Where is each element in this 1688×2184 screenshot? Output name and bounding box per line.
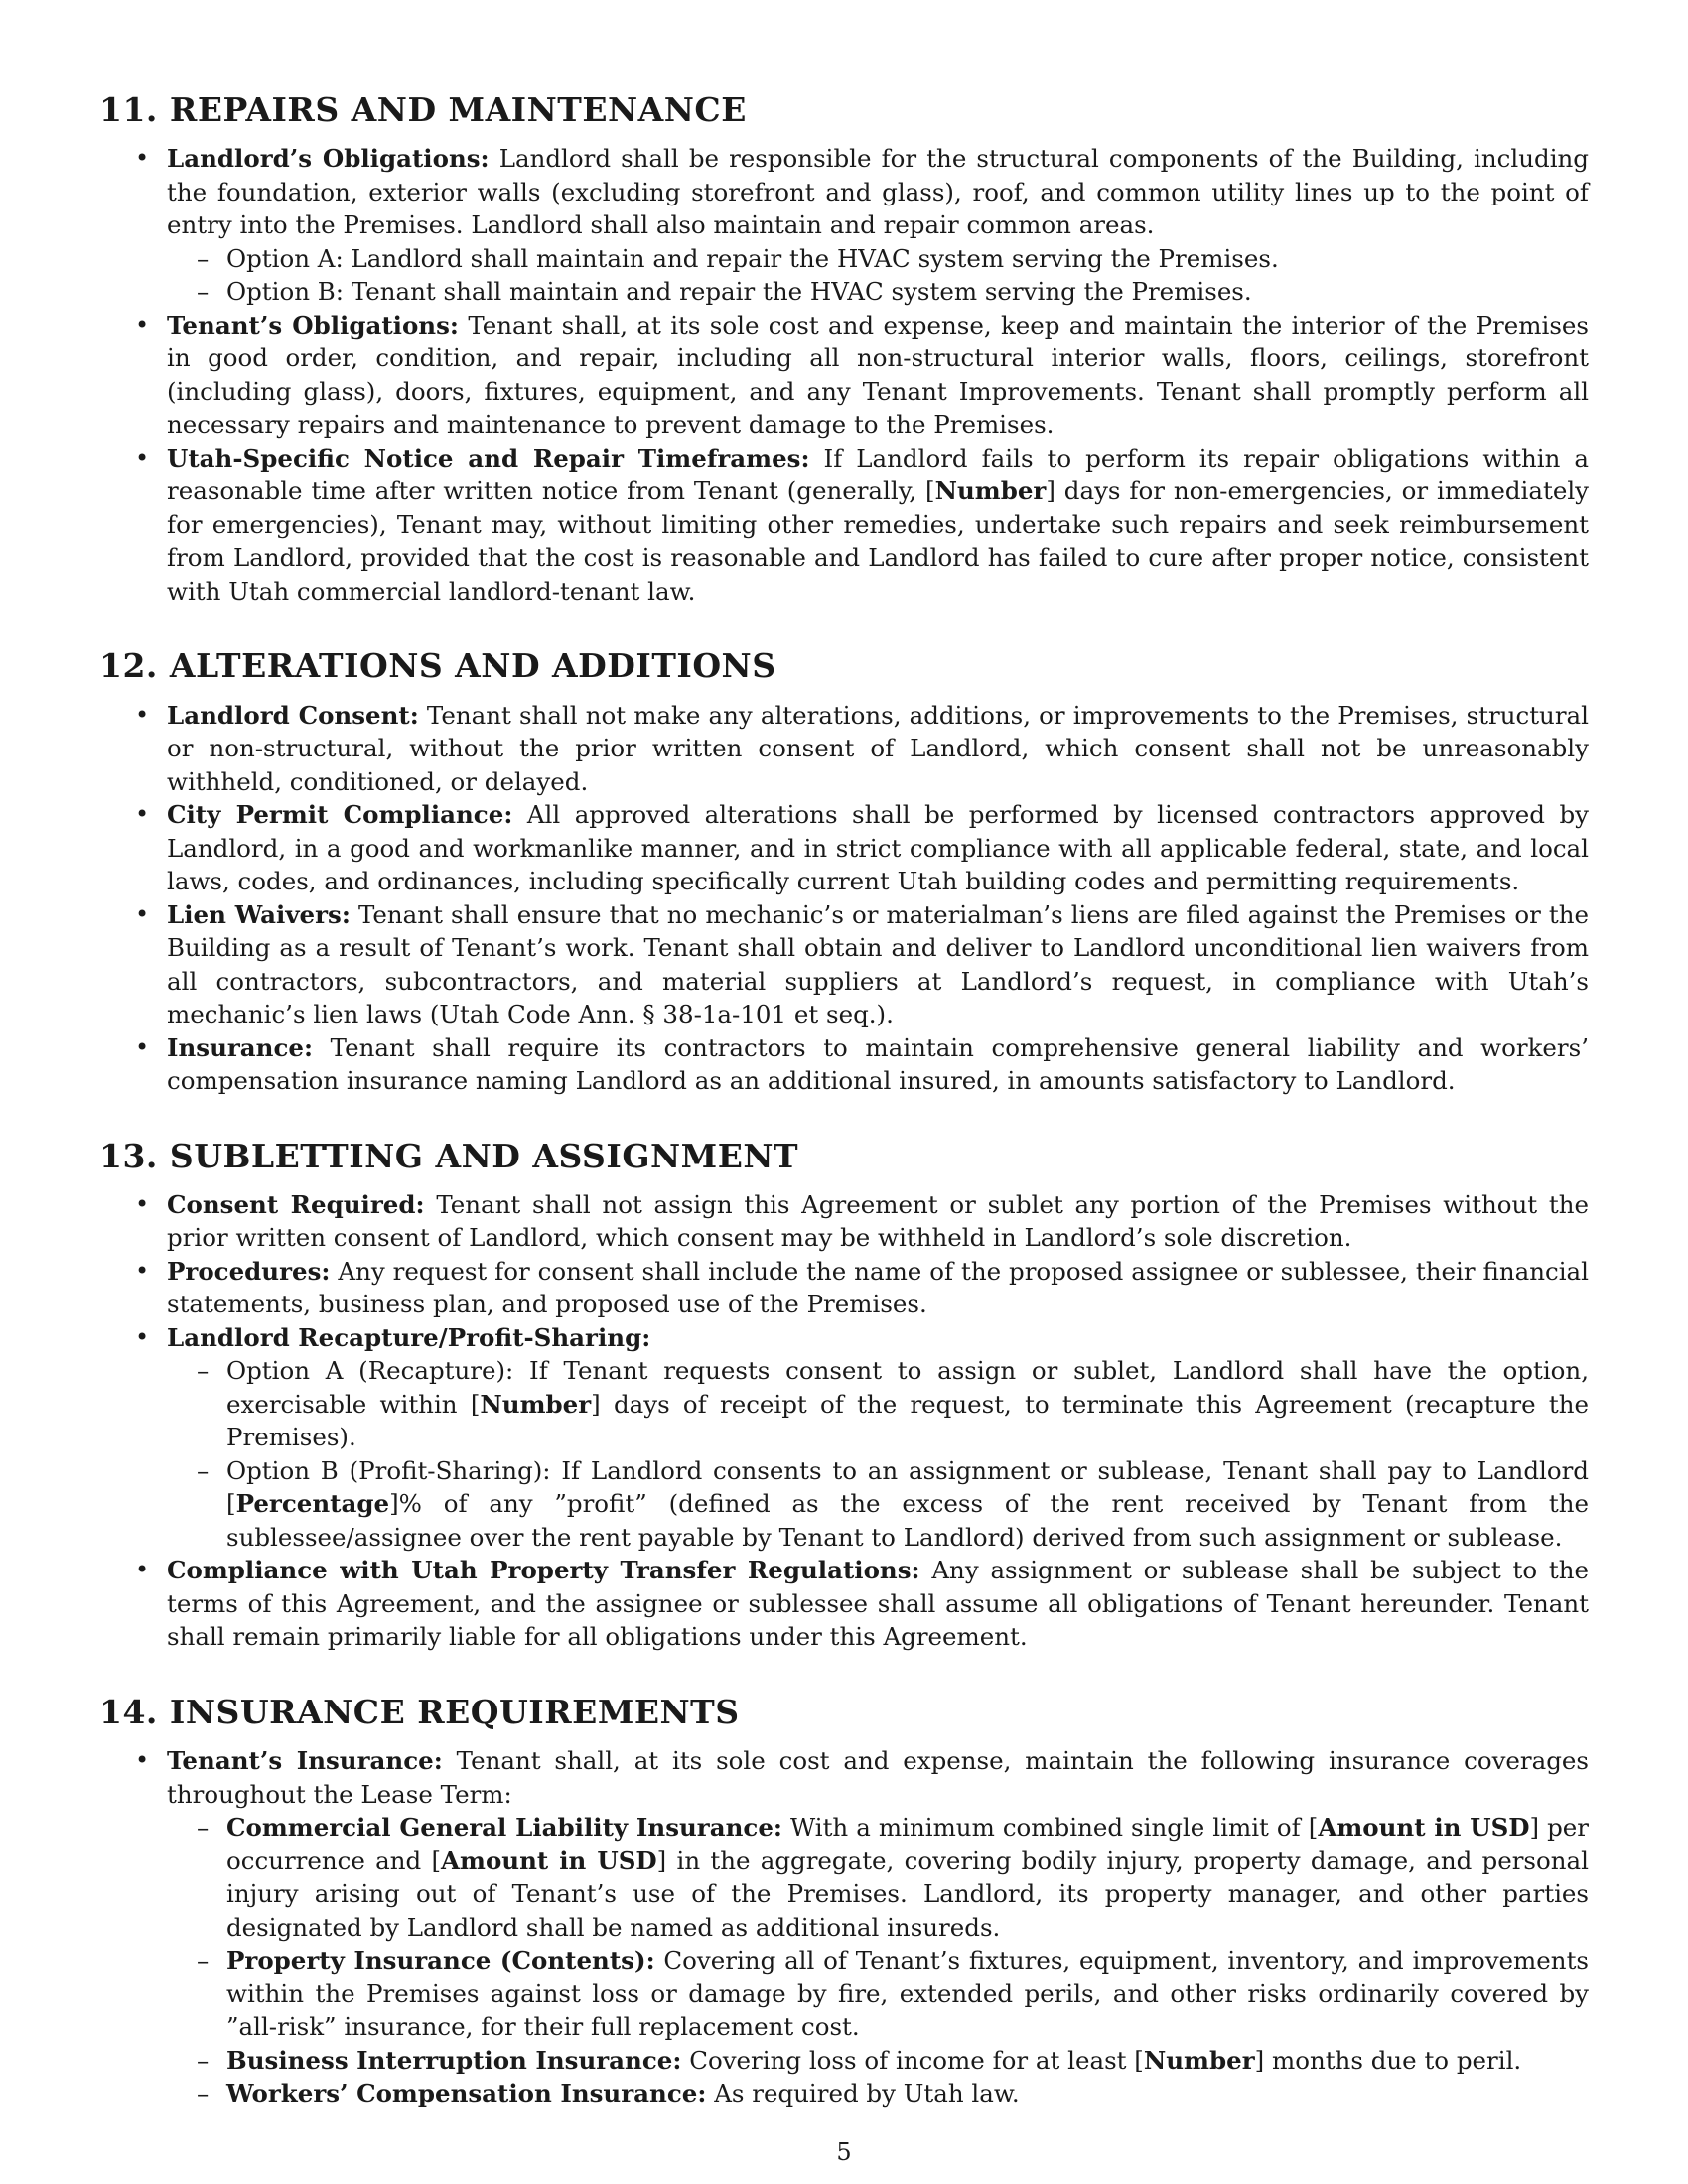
- list-item: [99, 798, 1589, 898]
- bullet-list: [99, 1188, 1589, 1654]
- sub-list: [167, 1811, 1589, 2111]
- item-text-part: As required by Utah law.: [714, 2079, 1020, 2108]
- placeholder-field: Amount in USD: [441, 1845, 657, 1875]
- subitem-label: Commercial General Liability Insurance:: [226, 1813, 782, 1842]
- list-item: [99, 898, 1589, 1031]
- sub-list-item: [167, 1454, 1589, 1555]
- list-item: [99, 1554, 1589, 1654]
- section: [99, 89, 1589, 608]
- sub-list-item: [167, 1811, 1589, 1944]
- section-title: 12. ALTERATIONS AND ADDITIONS: [99, 646, 776, 686]
- section: [99, 1692, 1589, 2111]
- sub-list-item: [167, 1944, 1589, 2044]
- placeholder-field: Amount in USD: [1318, 1813, 1530, 1842]
- item-text-part: If Landlord fails to perform its repair obligations within a reasonable time after written notice from Tenant (generally, [: [167, 443, 1589, 506]
- sub-list-item: [167, 275, 1589, 309]
- item-text-part: Covering all of Tenant’s fixtures, equipment, inventory, and improvements within the Premises against loss or damage by fire, extended perils, and other risks ordinarily covered by ”all-risk” insurance, for their full replacement cost.: [226, 1946, 1589, 2041]
- placeholder-field: Percentage: [235, 1489, 390, 1519]
- item-text-part: ] days for non-emergencies, or immediately for emergencies), Tenant may, without limiting other remedies, undertake such repairs and seek reimbursement from Landlord, provided that the cost is reasonable and Landlord has failed to cure after proper notice, consistent with Utah commercial landlord-tenant law.: [167, 477, 1589, 606]
- item-text: All approved alterations shall be performed by licensed contractors approved by Landlord, in a good and workmanlike manner, and in strict compliance with all applicable federal, state, and local laws, codes, and ordinances, including specifically current Utah building codes and permitting requirements.: [167, 800, 1589, 895]
- item-label: Procedures:: [167, 1256, 331, 1286]
- section: [99, 645, 1589, 1097]
- item-text: Tenant shall not make any alterations, additions, or improvements to the Premises, structural or non-structural, without the prior written consent of Landlord, which consent shall not be unreasonably withheld, conditioned, or delayed.: [167, 700, 1589, 796]
- placeholder-field: Number: [934, 477, 1047, 506]
- item-label: Tenant’s Obligations:: [167, 310, 459, 340]
- sub-list: [167, 242, 1589, 309]
- item-text-part: ] per occurrence and [: [226, 1813, 1590, 1875]
- bullet-list: [99, 1744, 1589, 2111]
- section-title: 13. SUBLETTING AND ASSIGNMENT: [99, 1136, 799, 1175]
- list-item: [99, 1744, 1589, 2111]
- list-item: [99, 1188, 1589, 1255]
- document-page: [99, 89, 1589, 2148]
- placeholder-field: Number: [480, 1389, 592, 1419]
- item-text-part: Option A (Recapture): If Tenant requests consent to assign or sublet, Landlord shall have the option, exercisable within [: [226, 1356, 1589, 1419]
- item-text: Tenant shall, at its sole cost and expense, maintain the following insurance coverages throughout the Lease Term:: [167, 1746, 1589, 1809]
- item-text-part: With a minimum combined single limit of [: [790, 1813, 1319, 1842]
- bullet-list: [99, 142, 1589, 608]
- subitem-label: Workers’ Compensation Insurance:: [226, 2079, 707, 2108]
- sub-list-item: [167, 1354, 1589, 1454]
- sub-list-item: [167, 2077, 1589, 2111]
- item-text: Tenant shall, at its sole cost and expense, keep and maintain the interior of the Premises in good order, condition, and repair, including all non-structural interior walls, floors, ceilings, storefront (including glass), doors, fixtures, equipment, and any Tenant Improvements. Tenant shall promptly perform all necessary repairs and maintenance to prevent damage to the Premises.: [167, 310, 1589, 440]
- sections-container: [99, 89, 1589, 2111]
- item-text-part: ] months due to peril.: [1254, 2045, 1522, 2075]
- item-label: Lien Waivers:: [167, 899, 351, 929]
- item-label: Compliance with Utah Property Transfer Regulations:: [167, 1556, 920, 1585]
- item-label: Tenant’s Insurance:: [167, 1746, 443, 1775]
- subitem-label: Business Interruption Insurance:: [226, 2045, 682, 2075]
- list-item: [99, 442, 1589, 609]
- item-text-part: Option A: Landlord shall maintain and repair the HVAC system serving the Premises.: [226, 243, 1279, 273]
- section: [99, 1136, 1589, 1654]
- item-label: Consent Required:: [167, 1189, 425, 1219]
- list-item: [99, 142, 1589, 309]
- item-label: Landlord’s Obligations:: [167, 144, 490, 174]
- section-title: 14. INSURANCE REQUIREMENTS: [99, 1692, 740, 1731]
- item-text: Tenant shall not assign this Agreement or sublet any portion of the Premises without the prior written consent of Landlord, which consent may be withheld in Landlord’s sole discretion.: [167, 1189, 1589, 1253]
- item-text-part: ] days of receipt of the request, to terminate this Agreement (recapture the Premises).: [226, 1389, 1589, 1452]
- item-label: Insurance:: [167, 1032, 314, 1062]
- list-item: [99, 1255, 1589, 1321]
- section-title: 11. REPAIRS AND MAINTENANCE: [99, 90, 747, 129]
- sub-list-item: [167, 242, 1589, 276]
- page-number: 5: [836, 2138, 852, 2166]
- item-text-part: ]% of any ”profit” (defined as the excess of the rent received by Tenant from the sublessee/assignee over the rent payable by Tenant to Landlord) derived from such assignment or sublease.: [226, 1489, 1589, 1552]
- item-text-part: ] in the aggregate, covering bodily injury, property damage, and personal injury arising out of Tenant’s use of the Premises. Landlord, its property manager, and other parties designated by Landlord shall be named as additional insureds.: [226, 1845, 1589, 1942]
- item-label: Landlord Consent:: [167, 700, 419, 730]
- item-text-part: Covering loss of income for at least [: [689, 2045, 1144, 2075]
- item-text: Any request for consent shall include the name of the proposed assignee or sublessee, their financial statements, business plan, and proposed use of the Premises.: [167, 1256, 1589, 1319]
- list-item: [99, 1321, 1589, 1555]
- list-item: [99, 309, 1589, 442]
- item-text: Landlord shall be responsible for the structural components of the Building, including the foundation, exterior walls (excluding storefront and glass), roof, and common utility lines up to the point of entry into the Premises. Landlord shall also maintain and repair common areas.: [167, 144, 1589, 240]
- bullet-list: [99, 699, 1589, 1098]
- item-text: Any assignment or sublease shall be subject to the terms of this Agreement, and the assignee or sublessee shall assume all obligations of Tenant hereunder. Tenant shall remain primarily liable for all obligations under this Agreement.: [167, 1556, 1589, 1652]
- item-label: Utah-Specific Notice and Repair Timeframes:: [167, 443, 810, 473]
- item-label: Landlord Recapture/Profit-Sharing:: [167, 1322, 651, 1352]
- item-label: City Permit Compliance:: [167, 800, 513, 829]
- placeholder-field: Number: [1143, 2045, 1255, 2075]
- list-item: [99, 699, 1589, 799]
- sub-list: [167, 1354, 1589, 1554]
- item-text: Tenant shall require its contractors to maintain comprehensive general liability and workers’ compensation insurance naming Landlord as an additional insured, in amounts satisfactory to Landlord.: [167, 1032, 1589, 1095]
- sub-list-item: [167, 2044, 1589, 2078]
- subitem-label: Property Insurance (Contents):: [226, 1946, 655, 1975]
- item-text: Tenant shall ensure that no mechanic’s or materialman’s liens are filed against the Premises or the Building as a result of Tenant’s work. Tenant shall obtain and deliver to Landlord unconditional lien waivers from all contractors, subcontractors, and material suppliers at Landlord’s request, in compliance with Utah’s mechanic’s lien laws (Utah Code Ann. § 38-1a-101 et seq.).: [167, 899, 1589, 1028]
- item-text-part: Option B (Profit-Sharing): If Landlord consents to an assignment or sublease, Tenant shall pay to Landlord [: [226, 1455, 1589, 1519]
- item-text-part: Option B: Tenant shall maintain and repair the HVAC system serving the Premises.: [226, 277, 1252, 307]
- list-item: [99, 1031, 1589, 1098]
